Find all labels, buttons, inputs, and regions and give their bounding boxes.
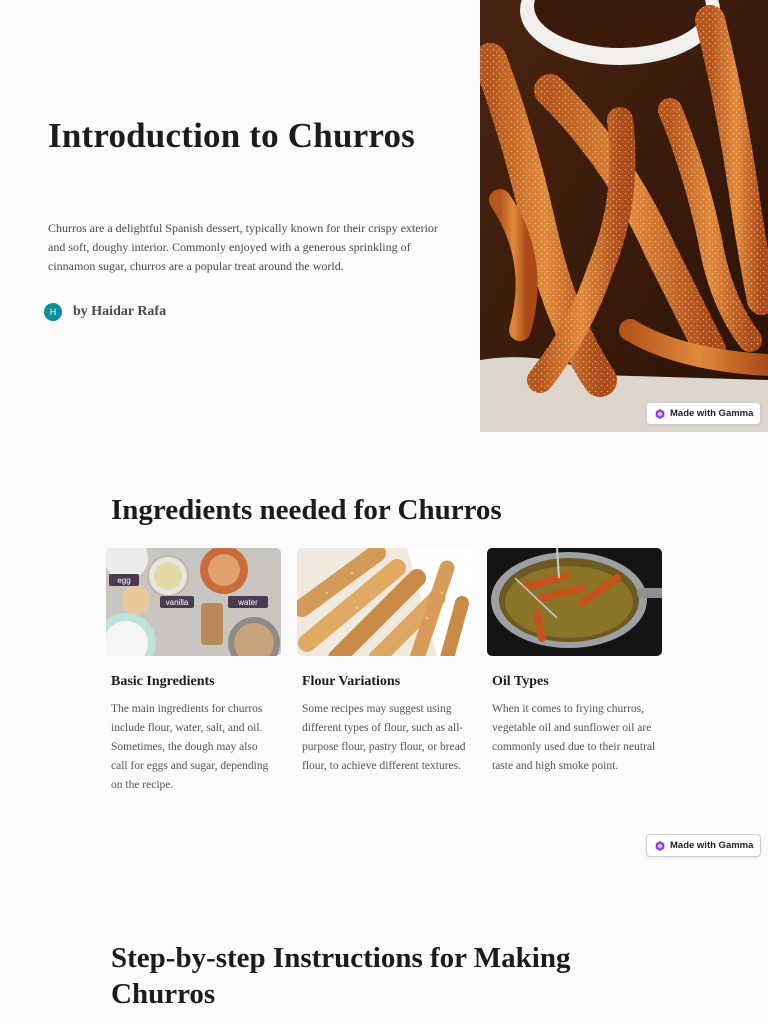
made-with-gamma-badge[interactable] xyxy=(646,402,761,425)
tag-vanilla: vanilla xyxy=(165,598,189,607)
slide-title: Introduction to Churros xyxy=(48,116,415,155)
author-credit xyxy=(44,303,166,321)
card-title-basic-ingredients: Basic Ingredients xyxy=(111,674,215,689)
slide-body-text: Churros are a delightful Spanish dessert, typically known for their crispy exterior and soft, doughy interior. Commonly enjoyed with a generous sprinkling of cinnamon sugar, churros are a popular treat around the world. xyxy=(48,221,438,273)
gamma-logo-icon xyxy=(655,841,665,851)
made-with-gamma-badge[interactable] xyxy=(646,834,761,857)
card-text-flour-variations: Some recipes may suggest using different types of flour, such as all-purpose flour, pastry flour, or bread flour, to achieve different textures. xyxy=(302,703,466,772)
tag-egg: egg xyxy=(117,576,131,585)
flour-variations-image xyxy=(297,548,472,656)
tag-water: water xyxy=(238,598,258,607)
card-text-basic-ingredients: The main ingredients for churros include flour, water, salt, and oil. Sometimes, the dough may also call for eggs and sugar, depending on the recipe. xyxy=(111,703,269,791)
churros-hero-image xyxy=(480,0,768,432)
badge-label: Made with Gamma xyxy=(670,408,754,419)
card-text-oil-types: When it comes to frying churros, vegetable oil and sunflower oil are commonly used due to their neutral taste and high smoke point. xyxy=(492,703,656,772)
card-title-flour-variations: Flour Variations xyxy=(302,674,401,689)
gamma-logo-icon xyxy=(655,409,665,419)
badge-label: Made with Gamma xyxy=(670,840,754,851)
slide-title: Ingredients needed for Churros xyxy=(111,494,502,526)
ingredients-image xyxy=(106,548,281,656)
oil-types-image xyxy=(487,548,662,656)
slide-introduction xyxy=(0,0,768,432)
author-name: by Haidar Rafa xyxy=(73,304,167,319)
card-title-oil-types: Oil Types xyxy=(492,674,549,689)
avatar: H xyxy=(44,303,62,321)
slide-title: Step-by-step Instructions for Making Churros xyxy=(111,942,571,1010)
